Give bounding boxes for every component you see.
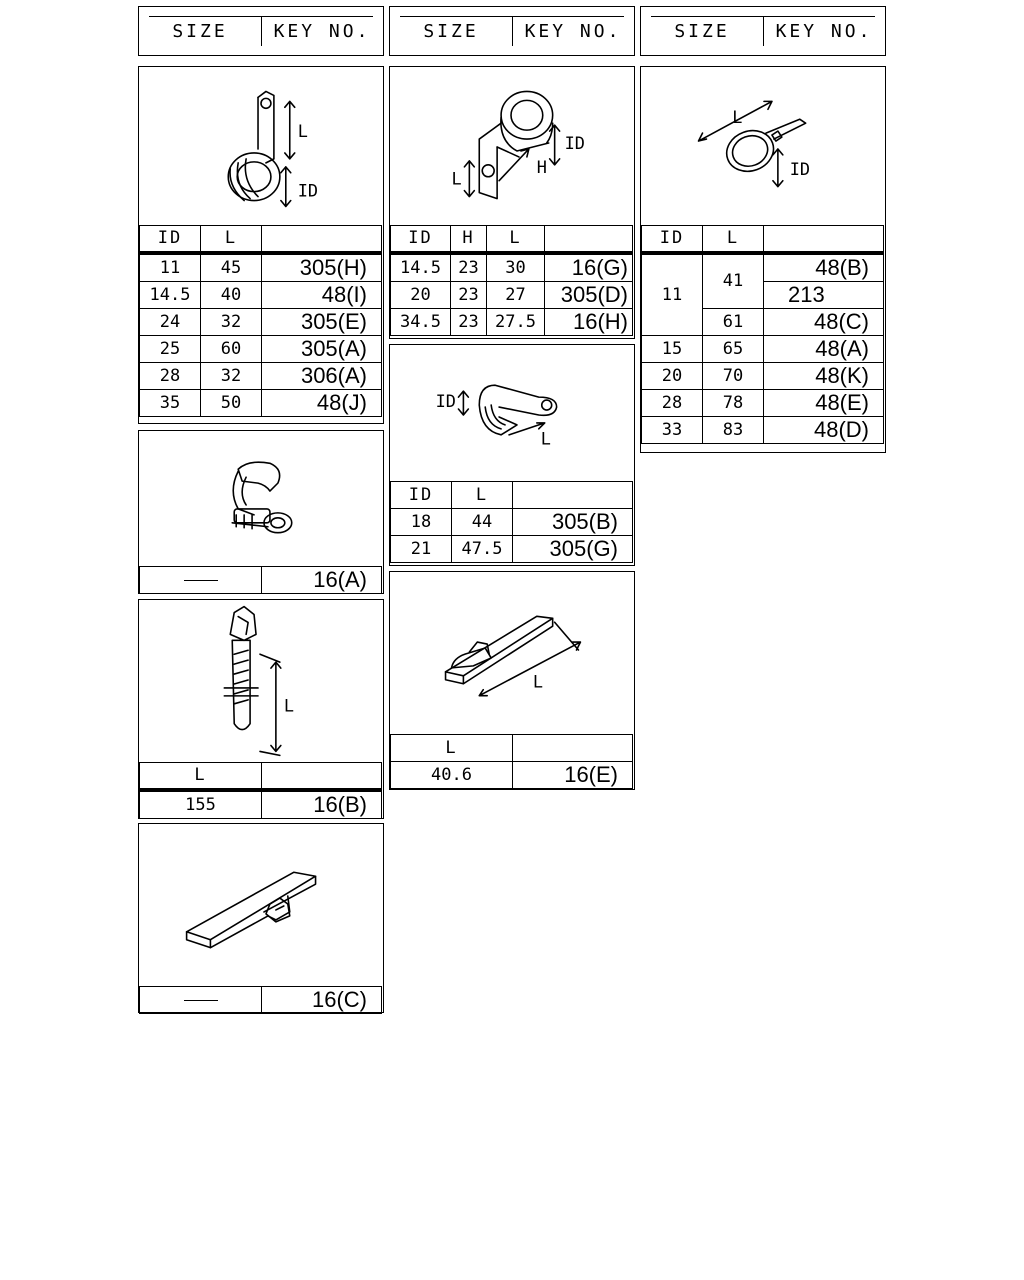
table-row: 33 83 48(D) bbox=[642, 416, 884, 443]
band-clip-drawing bbox=[139, 824, 383, 986]
table-row: 34.5 23 27.5 16(H) bbox=[391, 308, 633, 335]
col-id: ID bbox=[140, 226, 201, 253]
table-row: 40.6 16(E) bbox=[391, 762, 633, 789]
dim-id-label: ID bbox=[564, 132, 585, 153]
dim-h-label: H bbox=[536, 156, 547, 177]
clip-f-drawing bbox=[390, 345, 634, 481]
clip-d-drawing bbox=[139, 824, 383, 986]
col-id: ID bbox=[391, 226, 451, 253]
table-row: 155 16(B) bbox=[140, 790, 382, 819]
table-row: 35 50 48(J) bbox=[140, 389, 382, 416]
table-row: 21 47.5 305(G) bbox=[391, 536, 633, 563]
col-l: L bbox=[391, 735, 513, 762]
col-key bbox=[545, 226, 633, 253]
table-row: 11 45 305(H) bbox=[140, 253, 382, 282]
col-l: L bbox=[487, 226, 545, 253]
header-key-label: KEY NO. bbox=[273, 21, 371, 42]
col-key bbox=[764, 226, 884, 253]
table-row: 18 44 305(B) bbox=[391, 509, 633, 536]
clip-b-panel bbox=[138, 430, 384, 594]
table-row: 28 78 48(E) bbox=[642, 389, 884, 416]
clip-f-table bbox=[390, 481, 633, 563]
header-key-label: KEY NO. bbox=[524, 21, 622, 42]
header-size-label: SIZE bbox=[674, 21, 730, 42]
col-key bbox=[262, 226, 382, 253]
dim-l-label: L bbox=[297, 121, 308, 142]
table-row: 28 32 306(A) bbox=[140, 362, 382, 389]
dim-l-label: L bbox=[732, 107, 743, 128]
dim-l-label: L bbox=[540, 428, 551, 449]
table-row: 213 bbox=[642, 281, 884, 308]
clip-h-panel bbox=[640, 66, 886, 453]
col-key bbox=[513, 482, 633, 509]
col-l: L bbox=[201, 226, 262, 253]
clip-b-drawing bbox=[139, 431, 383, 566]
table-row: 61 48(C) bbox=[642, 308, 884, 335]
clip-g-table bbox=[390, 734, 633, 789]
size-key-header-1 bbox=[138, 6, 384, 56]
col-id: ID bbox=[391, 482, 452, 509]
col-key bbox=[262, 763, 382, 790]
table-row: 24 32 305(E) bbox=[140, 308, 382, 335]
table-row: 14.5 23 30 16(G) bbox=[391, 253, 633, 282]
p-clip-drawing bbox=[390, 345, 634, 481]
header-size-label: SIZE bbox=[423, 21, 479, 42]
harness-clip-drawing bbox=[139, 431, 383, 566]
clip-h-drawing bbox=[641, 67, 885, 225]
clamp-bracket-drawing bbox=[390, 67, 634, 225]
clip-b-table bbox=[139, 566, 382, 594]
dim-id-label: ID bbox=[435, 391, 456, 412]
dim-l-label: L bbox=[532, 671, 543, 692]
col-key bbox=[513, 735, 633, 762]
no-size-dash bbox=[184, 580, 218, 581]
dim-id-label: ID bbox=[297, 180, 319, 201]
ring-band-drawing bbox=[641, 67, 885, 225]
push-tie-drawing bbox=[139, 600, 383, 762]
clip-d-table bbox=[139, 986, 382, 1014]
size-key-header-3 bbox=[640, 6, 886, 56]
table-row: 16(A) bbox=[140, 567, 382, 594]
clip-c-panel bbox=[138, 599, 384, 819]
clip-e-drawing bbox=[390, 67, 634, 225]
table-row: 20 70 48(K) bbox=[642, 362, 884, 389]
table-row: 11 41 48(B) bbox=[642, 253, 884, 282]
no-size-dash bbox=[184, 1000, 218, 1001]
size-key-header-2 bbox=[389, 6, 635, 56]
clip-g-panel bbox=[389, 571, 635, 790]
table-row: 14.5 40 48(I) bbox=[140, 281, 382, 308]
dim-l-label: L bbox=[283, 695, 294, 716]
clip-d-panel bbox=[138, 823, 384, 1013]
col-h: H bbox=[451, 226, 487, 253]
table-row: 15 65 48(A) bbox=[642, 335, 884, 362]
clip-g-drawing bbox=[390, 572, 634, 734]
clip-e-panel bbox=[389, 66, 635, 339]
col-l: L bbox=[140, 763, 262, 790]
clip-e-table bbox=[390, 225, 633, 336]
header-key-label: KEY NO. bbox=[775, 21, 873, 42]
table-row: 20 23 27 305(D) bbox=[391, 281, 633, 308]
clip-a-drawing bbox=[139, 67, 383, 225]
table-row: 25 60 305(A) bbox=[140, 335, 382, 362]
clip-c-table bbox=[139, 762, 382, 819]
dim-l-label: L bbox=[451, 168, 462, 189]
clamp-loop-drawing bbox=[139, 67, 383, 225]
col-l: L bbox=[703, 226, 764, 253]
clip-h-table bbox=[641, 225, 884, 444]
col-id: ID bbox=[642, 226, 703, 253]
col-l: L bbox=[452, 482, 513, 509]
clip-a-panel bbox=[138, 66, 384, 424]
dim-id-label: ID bbox=[789, 158, 811, 179]
clip-f-panel bbox=[389, 344, 635, 566]
header-size-label: SIZE bbox=[172, 21, 228, 42]
clip-c-drawing bbox=[139, 600, 383, 762]
table-row: 16(C) bbox=[140, 987, 382, 1014]
strap-clip-drawing bbox=[390, 572, 634, 734]
clip-a-table bbox=[139, 225, 382, 417]
